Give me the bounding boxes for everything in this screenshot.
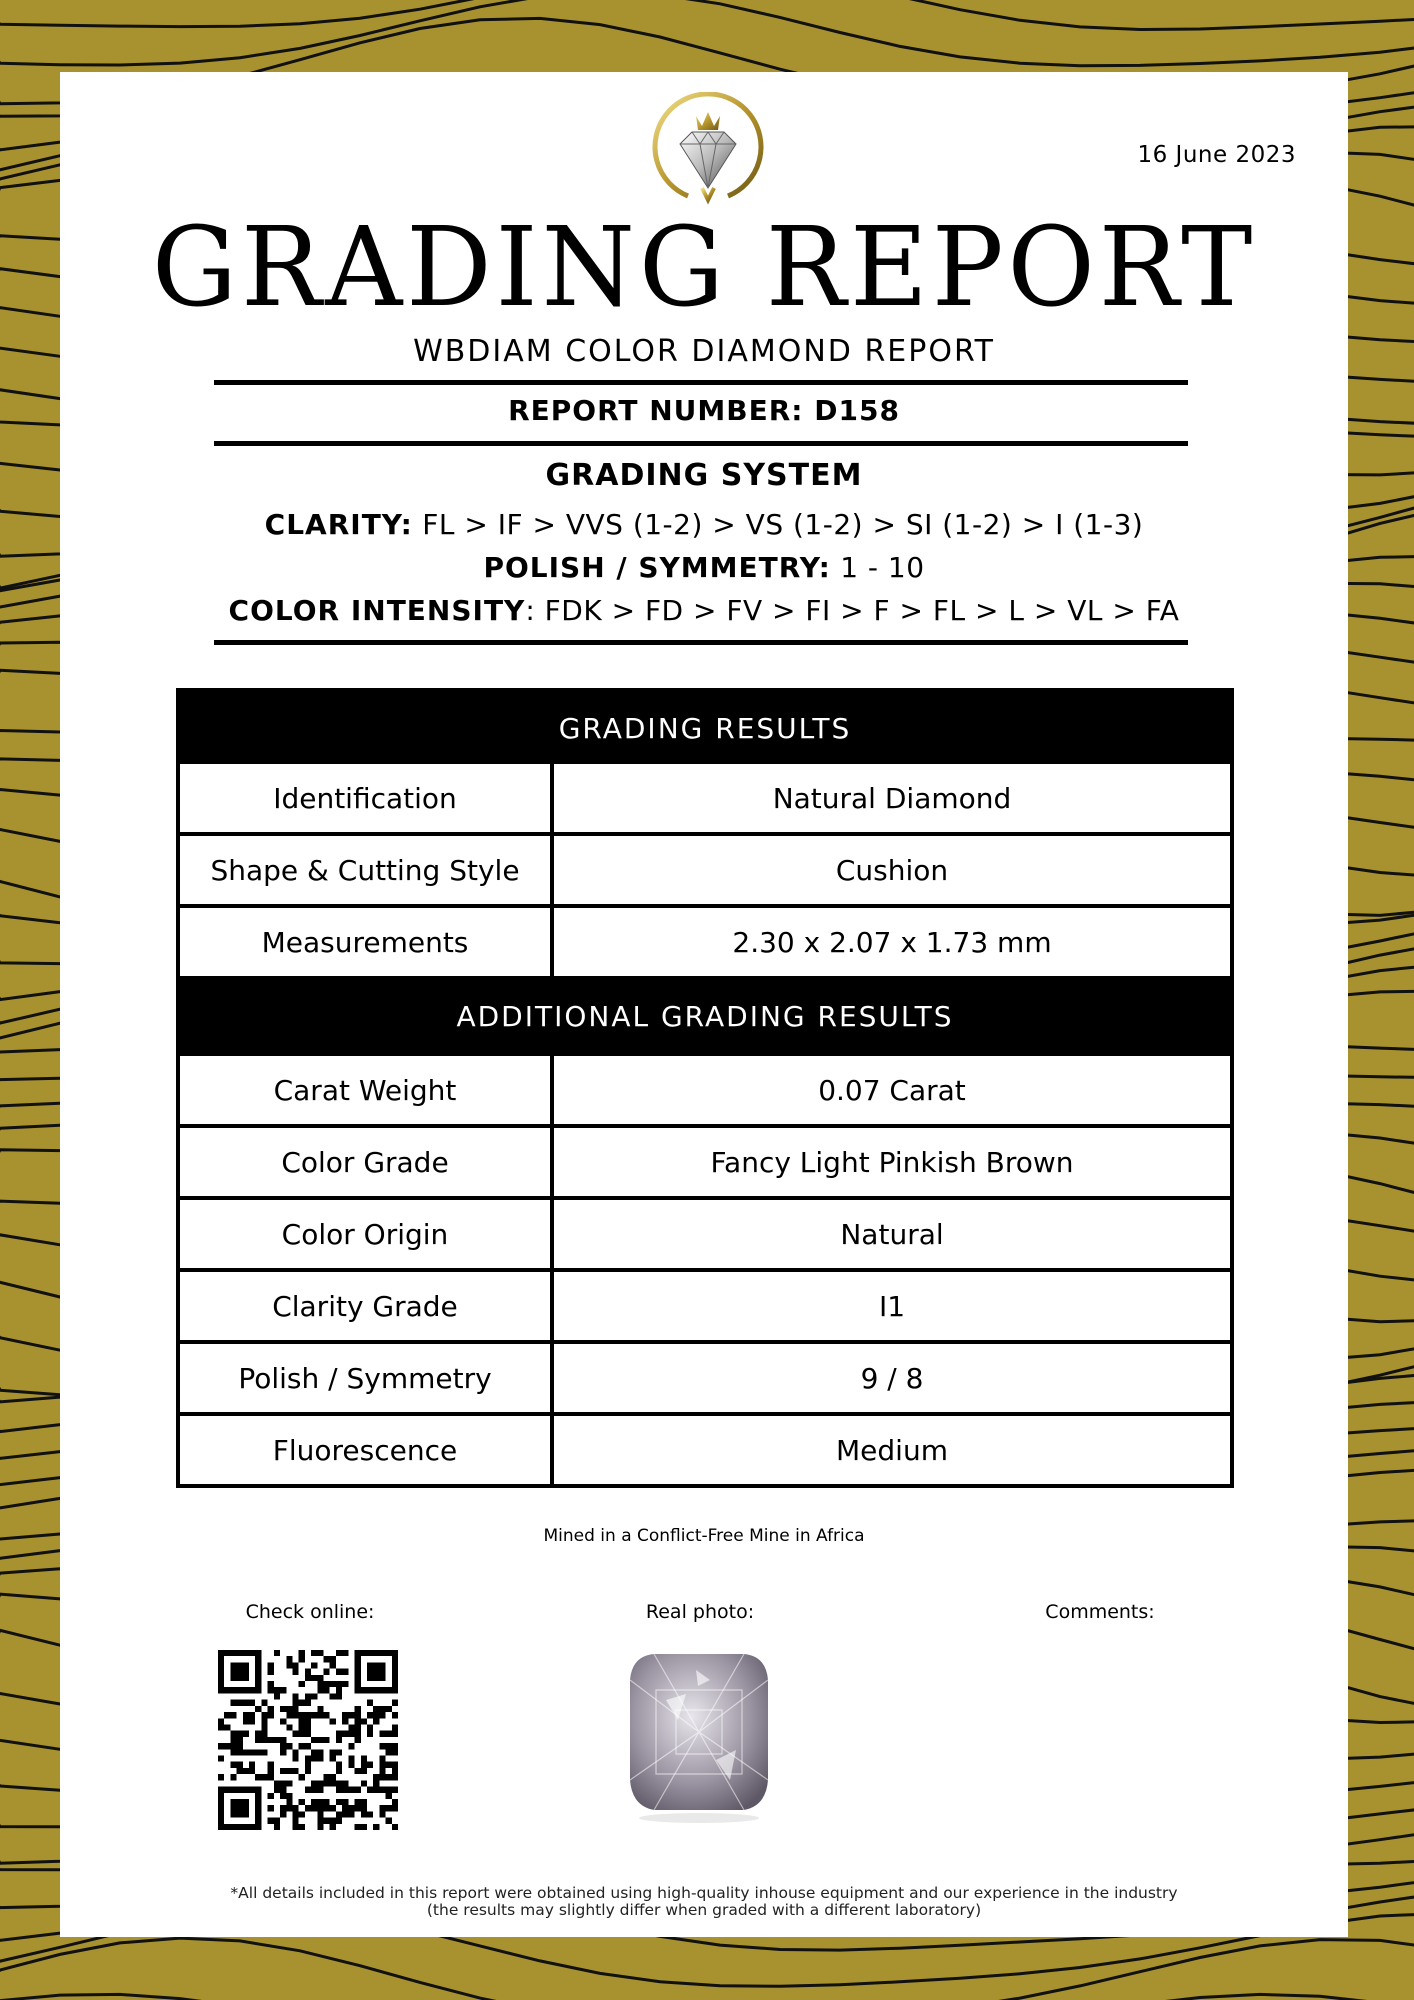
disclaimer-line-1: *All details included in this report were obtained using high-quality inhouse equipment and our experience in the industry (230, 1884, 1178, 1902)
row-label: Clarity Grade (180, 1272, 550, 1340)
row-label: Fluorescence (180, 1416, 550, 1484)
row-value: I1 (554, 1272, 1230, 1340)
report-subtitle: WBDIAM COLOR DIAMOND REPORT (413, 334, 995, 369)
contour-line (0, 0, 1414, 30)
row-value: Natural (554, 1200, 1230, 1268)
contour-line (0, 0, 1414, 66)
table-row (180, 1272, 1230, 1340)
table-row (180, 1056, 1230, 1124)
row-value: 2.30 x 2.07 x 1.73 mm (554, 908, 1230, 976)
divider (214, 380, 1188, 385)
clarity-scale (60, 508, 1348, 541)
row-label: Color Origin (180, 1200, 550, 1268)
contour-line (0, 1994, 1414, 2000)
additional-results-rows (180, 1056, 1230, 1484)
row-label: Polish / Symmetry (180, 1344, 550, 1412)
diamond-photo (626, 1650, 772, 1826)
table-row (180, 764, 1230, 832)
color-intensity-scale (60, 594, 1348, 627)
grading-system-heading: GRADING SYSTEM (545, 458, 863, 493)
table-row (180, 836, 1230, 904)
real-photo-label: Real photo: (645, 1601, 755, 1623)
divider (214, 441, 1188, 446)
clarity-scale-value: FL > IF > VVS (1-2) > VS (1-2) > SI (1-2) > I (1-3) (412, 508, 1144, 541)
row-label: Carat Weight (180, 1056, 550, 1124)
table-row (180, 1200, 1230, 1268)
color-scale-value: : FDK > FD > FV > FI > F > FL > L > VL > FA (525, 594, 1180, 627)
row-value: Natural Diamond (554, 764, 1230, 832)
qr-code-icon[interactable] (218, 1650, 398, 1830)
conflict-free-note: Mined in a Conflict-Free Mine in Africa (543, 1526, 865, 1546)
row-value: Fancy Light Pinkish Brown (554, 1128, 1230, 1196)
check-online-label: Check online: (245, 1601, 375, 1623)
table-row (180, 908, 1230, 976)
disclaimer-line-2: (the results may slightly differ when graded with a different laboratory) (426, 1901, 982, 1919)
table-row (180, 1344, 1230, 1412)
grading-results-heading: GRADING RESULTS (558, 711, 852, 745)
grading-results-rows (180, 764, 1230, 976)
row-value: Medium (554, 1416, 1230, 1484)
comments-label: Comments: (1045, 1601, 1155, 1623)
report-card (60, 72, 1348, 1937)
divider (214, 640, 1188, 645)
row-label: Shape & Cutting Style (180, 836, 550, 904)
row-value: 9 / 8 (554, 1344, 1230, 1412)
row-label: Identification (180, 764, 550, 832)
page-title: GRADING REPORT (151, 203, 1257, 331)
polish-symmetry-scale (60, 551, 1348, 584)
diamond-crown-logo-icon (650, 92, 766, 208)
table-row (180, 1416, 1230, 1484)
clarity-scale-label: CLARITY: (264, 508, 413, 541)
row-label: Color Grade (180, 1128, 550, 1196)
polish-scale-value: 1 - 10 (830, 551, 925, 584)
grading-results-table (176, 688, 1234, 1488)
row-value: 0.07 Carat (554, 1056, 1230, 1124)
row-label: Measurements (180, 908, 550, 976)
disclaimer (60, 1885, 1348, 1919)
polish-scale-label: POLISH / SYMMETRY: (483, 551, 831, 584)
table-row (180, 1128, 1230, 1196)
report-date: 16 June 2023 (1137, 142, 1296, 168)
row-value: Cushion (554, 836, 1230, 904)
additional-results-heading: ADDITIONAL GRADING RESULTS (456, 999, 954, 1033)
report-number: REPORT NUMBER: D158 (508, 394, 900, 427)
color-scale-label: COLOR INTENSITY (228, 594, 526, 627)
